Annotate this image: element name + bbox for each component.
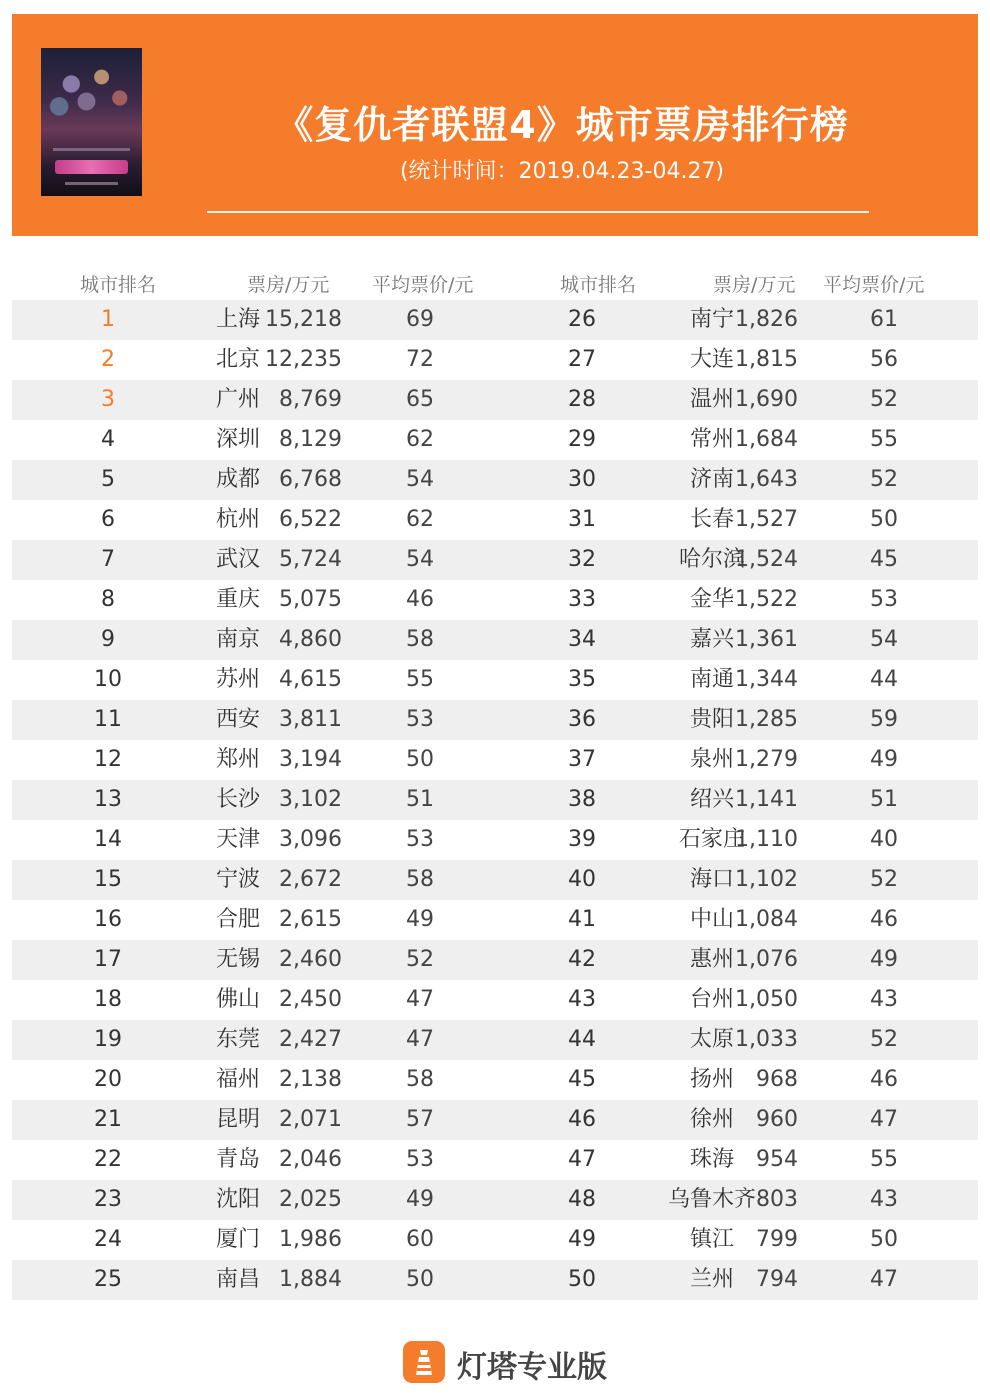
- title-divider: [207, 211, 869, 213]
- city-cell: 南通: [689, 667, 734, 692]
- rank-cell: 41: [568, 907, 596, 932]
- boxoffice-cell: 1,344: [735, 667, 798, 692]
- avg-price-cell: 49: [406, 1187, 434, 1212]
- avg-price-cell: 53: [406, 827, 434, 852]
- city-cell: 无锡: [215, 947, 260, 972]
- boxoffice-cell: 1,884: [279, 1267, 342, 1292]
- avg-price-cell: 51: [870, 787, 898, 812]
- city-cell: 南昌: [215, 1267, 260, 1292]
- boxoffice-cell: 8,129: [279, 427, 342, 452]
- boxoffice-cell: 1,522: [735, 587, 798, 612]
- city-cell: 太原: [689, 1027, 734, 1052]
- city-cell: 佛山: [215, 987, 260, 1012]
- avg-price-cell: 53: [406, 707, 434, 732]
- avg-price-cell: 59: [870, 707, 898, 732]
- rank-cell: 25: [94, 1267, 122, 1292]
- table-row: [12, 620, 978, 660]
- table-row: [12, 420, 978, 460]
- avg-price-cell: 55: [406, 667, 434, 692]
- city-cell: 厦门: [215, 1227, 260, 1252]
- avg-price-cell: 49: [870, 947, 898, 972]
- boxoffice-cell: 1,524: [735, 547, 798, 572]
- boxoffice-cell: 5,724: [279, 547, 342, 572]
- avg-price-cell: 65: [406, 387, 434, 412]
- avg-price-cell: 47: [406, 987, 434, 1012]
- city-cell: 济南: [689, 467, 734, 492]
- avg-price-cell: 55: [870, 427, 898, 452]
- avg-price-cell: 44: [870, 667, 898, 692]
- boxoffice-cell: 2,427: [279, 1027, 342, 1052]
- city-cell: 福州: [215, 1067, 260, 1092]
- boxoffice-cell: 1,050: [735, 987, 798, 1012]
- avg-price-cell: 61: [870, 307, 898, 332]
- boxoffice-cell: 1,815: [735, 347, 798, 372]
- rank-cell: 4: [101, 427, 115, 452]
- rank-cell: 32: [568, 547, 596, 572]
- footer: [0, 1336, 990, 1386]
- city-cell: 扬州: [689, 1067, 734, 1092]
- avg-price-cell: 49: [870, 747, 898, 772]
- table-row: [12, 1180, 978, 1220]
- boxoffice-cell: 2,071: [279, 1107, 342, 1132]
- city-cell: 青岛: [215, 1147, 260, 1172]
- table-row: [12, 980, 978, 1020]
- rank-cell: 3: [101, 387, 115, 412]
- table-row: [12, 820, 978, 860]
- avg-price-cell: 55: [870, 1147, 898, 1172]
- boxoffice-cell: 960: [756, 1107, 798, 1132]
- avg-price-cell: 56: [870, 347, 898, 372]
- city-cell: 长沙: [215, 787, 260, 812]
- table-row: [12, 740, 978, 780]
- rank-cell: 28: [568, 387, 596, 412]
- rank-cell: 24: [94, 1227, 122, 1252]
- boxoffice-cell: 1,279: [735, 747, 798, 772]
- table-row: [12, 1060, 978, 1100]
- avg-price-cell: 43: [870, 987, 898, 1012]
- city-cell: 金华: [689, 587, 734, 612]
- rank-cell: 12: [94, 747, 122, 772]
- boxoffice-cell: 2,046: [279, 1147, 342, 1172]
- city-cell: 贵阳: [689, 707, 734, 732]
- city-cell: 常州: [689, 427, 734, 452]
- col-header-rank-left: 城市排名: [80, 274, 157, 296]
- table-row: [12, 860, 978, 900]
- table-row: [12, 700, 978, 740]
- city-cell: 珠海: [689, 1147, 734, 1172]
- rank-cell: 37: [568, 747, 596, 772]
- city-cell: 上海: [215, 307, 260, 332]
- boxoffice-cell: 1,102: [735, 867, 798, 892]
- header-banner: [12, 14, 978, 236]
- boxoffice-cell: 1,361: [735, 627, 798, 652]
- rank-cell: 48: [568, 1187, 596, 1212]
- boxoffice-cell: 1,527: [735, 507, 798, 532]
- boxoffice-cell: 954: [756, 1147, 798, 1172]
- boxoffice-cell: 2,615: [279, 907, 342, 932]
- city-cell: 深圳: [215, 427, 260, 452]
- avg-price-cell: 47: [870, 1107, 898, 1132]
- city-cell: 东莞: [215, 1027, 260, 1052]
- page-subtitle: (统计时间：2019.04.23-04.27): [399, 159, 725, 184]
- rank-cell: 50: [568, 1267, 596, 1292]
- rank-cell: 8: [101, 587, 115, 612]
- city-cell: 徐州: [689, 1107, 734, 1132]
- rank-cell: 11: [94, 707, 122, 732]
- city-cell: 郑州: [215, 747, 260, 772]
- boxoffice-cell: 3,102: [279, 787, 342, 812]
- table-row: [12, 300, 978, 340]
- city-cell: 温州: [689, 387, 734, 412]
- avg-price-cell: 62: [406, 507, 434, 532]
- rank-cell: 20: [94, 1067, 122, 1092]
- city-cell: 泉州: [689, 747, 734, 772]
- rank-cell: 33: [568, 587, 596, 612]
- city-cell: 石家庄: [678, 827, 745, 852]
- rank-cell: 34: [568, 627, 596, 652]
- rank-cell: 22: [94, 1147, 122, 1172]
- city-cell: 嘉兴: [689, 627, 734, 652]
- city-cell: 合肥: [215, 907, 260, 932]
- boxoffice-cell: 1,690: [735, 387, 798, 412]
- avg-price-cell: 47: [870, 1267, 898, 1292]
- boxoffice-cell: 12,235: [265, 347, 342, 372]
- rank-cell: 7: [101, 547, 115, 572]
- table-row: [12, 580, 978, 620]
- lighthouse-icon: [403, 1341, 445, 1383]
- rank-cell: 35: [568, 667, 596, 692]
- brand-name: 灯塔专业版: [457, 1350, 607, 1385]
- city-cell: 兰州: [689, 1267, 734, 1292]
- boxoffice-cell: 6,522: [279, 507, 342, 532]
- rank-cell: 17: [94, 947, 122, 972]
- rank-cell: 18: [94, 987, 122, 1012]
- rank-cell: 36: [568, 707, 596, 732]
- table-row: [12, 540, 978, 580]
- table-row: [12, 900, 978, 940]
- rank-cell: 43: [568, 987, 596, 1012]
- city-cell: 武汉: [215, 547, 260, 572]
- city-cell: 广州: [215, 387, 260, 412]
- rank-cell: 1: [101, 307, 115, 332]
- table-row: [12, 780, 978, 820]
- rank-cell: 5: [101, 467, 115, 492]
- rank-cell: 45: [568, 1067, 596, 1092]
- rank-cell: 14: [94, 827, 122, 852]
- city-cell: 大连: [689, 347, 734, 372]
- table-row: [12, 660, 978, 700]
- boxoffice-cell: 2,672: [279, 867, 342, 892]
- rank-cell: 31: [568, 507, 596, 532]
- boxoffice-cell: 2,138: [279, 1067, 342, 1092]
- avg-price-cell: 69: [406, 307, 434, 332]
- boxoffice-cell: 1,084: [735, 907, 798, 932]
- rank-cell: 38: [568, 787, 596, 812]
- boxoffice-cell: 1,986: [279, 1227, 342, 1252]
- avg-price-cell: 53: [406, 1147, 434, 1172]
- city-cell: 重庆: [215, 587, 260, 612]
- boxoffice-cell: 8,769: [279, 387, 342, 412]
- boxoffice-cell: 1,141: [735, 787, 798, 812]
- avg-price-cell: 51: [406, 787, 434, 812]
- city-cell: 中山: [689, 907, 734, 932]
- page-title: 《复仇者联盟4》城市票房排行榜: [275, 103, 849, 147]
- city-cell: 杭州: [215, 507, 260, 532]
- avg-price-cell: 46: [406, 587, 434, 612]
- boxoffice-cell: 3,811: [279, 707, 342, 732]
- city-cell: 长春: [689, 507, 734, 532]
- boxoffice-cell: 1,285: [735, 707, 798, 732]
- city-cell: 台州: [689, 987, 734, 1012]
- city-cell: 南京: [215, 627, 260, 652]
- avg-price-cell: 52: [870, 867, 898, 892]
- rank-cell: 21: [94, 1107, 122, 1132]
- avg-price-cell: 40: [870, 827, 898, 852]
- table-row: [12, 1020, 978, 1060]
- avg-price-cell: 47: [406, 1027, 434, 1052]
- avg-price-cell: 50: [406, 1267, 434, 1292]
- avg-price-cell: 57: [406, 1107, 434, 1132]
- table-row: [12, 1100, 978, 1140]
- boxoffice-cell: 1,826: [735, 307, 798, 332]
- boxoffice-cell: 799: [756, 1227, 798, 1252]
- boxoffice-cell: 803: [756, 1187, 798, 1212]
- avg-price-cell: 58: [406, 627, 434, 652]
- table-row: [12, 1140, 978, 1180]
- rank-cell: 6: [101, 507, 115, 532]
- boxoffice-cell: 1,110: [735, 827, 798, 852]
- boxoffice-cell: 5,075: [279, 587, 342, 612]
- avg-price-cell: 50: [406, 747, 434, 772]
- city-cell: 北京: [215, 347, 260, 372]
- table-row: [12, 460, 978, 500]
- boxoffice-cell: 4,860: [279, 627, 342, 652]
- col-header-boxoffice-left: 票房/万元: [247, 274, 330, 296]
- rank-cell: 13: [94, 787, 122, 812]
- rank-cell: 2: [101, 347, 115, 372]
- col-header-boxoffice-right: 票房/万元: [713, 274, 796, 296]
- rank-cell: 40: [568, 867, 596, 892]
- rank-cell: 15: [94, 867, 122, 892]
- avg-price-cell: 45: [870, 547, 898, 572]
- boxoffice-cell: 4,615: [279, 667, 342, 692]
- col-header-price-left: 平均票价/元: [372, 274, 474, 296]
- table-row: [12, 340, 978, 380]
- rank-cell: 30: [568, 467, 596, 492]
- boxoffice-cell: 2,450: [279, 987, 342, 1012]
- table-row: [12, 500, 978, 540]
- avg-price-cell: 46: [870, 1067, 898, 1092]
- col-header-price-right: 平均票价/元: [823, 274, 925, 296]
- city-cell: 宁波: [215, 867, 260, 892]
- table-row: [12, 1260, 978, 1300]
- table-row: [12, 940, 978, 980]
- avg-price-cell: 54: [870, 627, 898, 652]
- city-cell: 哈尔滨: [678, 547, 745, 572]
- avg-price-cell: 52: [870, 1027, 898, 1052]
- avg-price-cell: 58: [406, 867, 434, 892]
- table-row: [12, 380, 978, 420]
- city-cell: 昆明: [215, 1107, 260, 1132]
- city-cell: 乌鲁木齐: [667, 1187, 756, 1212]
- boxoffice-cell: 3,096: [279, 827, 342, 852]
- rank-cell: 16: [94, 907, 122, 932]
- rank-cell: 42: [568, 947, 596, 972]
- boxoffice-cell: 968: [756, 1067, 798, 1092]
- rank-cell: 23: [94, 1187, 122, 1212]
- avg-price-cell: 54: [406, 547, 434, 572]
- city-cell: 南宁: [689, 307, 734, 332]
- avg-price-cell: 43: [870, 1187, 898, 1212]
- avg-price-cell: 50: [870, 507, 898, 532]
- avg-price-cell: 52: [406, 947, 434, 972]
- boxoffice-cell: 2,460: [279, 947, 342, 972]
- avg-price-cell: 46: [870, 907, 898, 932]
- rank-cell: 9: [101, 627, 115, 652]
- city-cell: 天津: [215, 827, 260, 852]
- rank-cell: 27: [568, 347, 596, 372]
- city-cell: 绍兴: [689, 787, 734, 812]
- rank-cell: 46: [568, 1107, 596, 1132]
- avg-price-cell: 54: [406, 467, 434, 492]
- avg-price-cell: 72: [406, 347, 434, 372]
- avg-price-cell: 53: [870, 587, 898, 612]
- avg-price-cell: 60: [406, 1227, 434, 1252]
- city-cell: 成都: [215, 467, 260, 492]
- rank-cell: 49: [568, 1227, 596, 1252]
- rank-cell: 19: [94, 1027, 122, 1052]
- city-cell: 西安: [215, 707, 260, 732]
- avg-price-cell: 58: [406, 1067, 434, 1092]
- boxoffice-cell: 1,076: [735, 947, 798, 972]
- avg-price-cell: 52: [870, 387, 898, 412]
- boxoffice-cell: 1,033: [735, 1027, 798, 1052]
- boxoffice-cell: 1,643: [735, 467, 798, 492]
- rank-cell: 29: [568, 427, 596, 452]
- avg-price-cell: 52: [870, 467, 898, 492]
- boxoffice-cell: 1,684: [735, 427, 798, 452]
- col-header-rank-right: 城市排名: [560, 274, 637, 296]
- rank-cell: 10: [94, 667, 122, 692]
- boxoffice-cell: 6,768: [279, 467, 342, 492]
- avg-price-cell: 49: [406, 907, 434, 932]
- boxoffice-cell: 794: [756, 1267, 798, 1292]
- city-cell: 惠州: [689, 947, 734, 972]
- movie-poster: [41, 48, 142, 196]
- rank-cell: 44: [568, 1027, 596, 1052]
- boxoffice-cell: 15,218: [265, 307, 342, 332]
- table-row: [12, 1220, 978, 1260]
- rank-cell: 39: [568, 827, 596, 852]
- avg-price-cell: 62: [406, 427, 434, 452]
- rank-cell: 47: [568, 1147, 596, 1172]
- city-cell: 海口: [689, 867, 734, 892]
- boxoffice-cell: 2,025: [279, 1187, 342, 1212]
- city-cell: 镇江: [689, 1227, 734, 1252]
- city-cell: 沈阳: [215, 1187, 260, 1212]
- avg-price-cell: 50: [870, 1227, 898, 1252]
- boxoffice-cell: 3,194: [279, 747, 342, 772]
- city-cell: 苏州: [215, 667, 260, 692]
- rank-cell: 26: [568, 307, 596, 332]
